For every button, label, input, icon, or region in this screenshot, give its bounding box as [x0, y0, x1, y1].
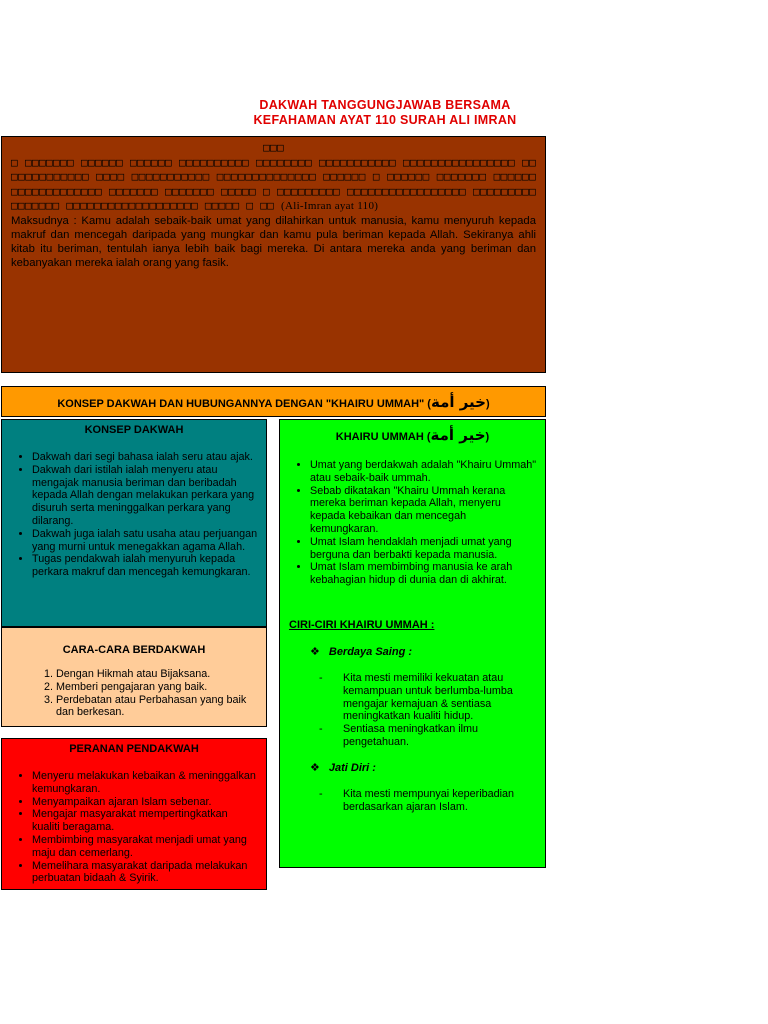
khairu-heading — [288, 426, 537, 444]
khairu-heading-text: KHAIRU UMMAH ( — [335, 431, 431, 443]
list-item: • Membimbing masyarakat menjadi umat yang maju dan cemerlang. — [32, 834, 258, 860]
concept-header-close: ) — [485, 398, 490, 410]
verse-arabic-text — [11, 156, 536, 214]
verse-box — [1, 136, 546, 373]
list-item: • Menyampaikan ajaran Islam sebenar. — [32, 796, 258, 809]
list-item: • Sebab dikatakan "Khairu Ummah kerana mereka beriman kepada Allah, menyeru kepada kebaikan dan mencegah kemungkaran. — [310, 485, 537, 536]
konsep-heading: KONSEP DAKWAH — [84, 424, 184, 436]
ciri-ciri-title: CIRI-CIRI KHAIRU UMMAH : — [289, 618, 435, 631]
berdaya-saing-heading — [310, 645, 537, 658]
konsep-list — [10, 451, 258, 579]
list-item: • Umat yang berdakwah adalah "Khairu Ummah" atau sebaik-baik ummah. — [310, 459, 537, 485]
khairu-heading-close: ) — [485, 431, 490, 443]
list-item: 1. Dengan Hikmah atau Bijaksana. — [56, 668, 258, 681]
concept-header-text: KONSEP DAKWAH DAN HUBUNGANNYA DENGAN "KHAIRU UMMAH" ( — [57, 398, 431, 410]
list-item: • Menyeru melakukan kebaikan & meninggalkan kemungkaran. — [32, 770, 258, 796]
list-item: • Mengajar masyarakat mempertingkatkan kualiti beragama. — [32, 808, 258, 834]
list-item: • Umat Islam membimbing manusia ke arah kebahagian hidup di dunia dan di akhirat. — [310, 561, 537, 587]
list-item: - Kita mesti mempunyai keperibadian berdasarkan ajaran Islam. — [319, 788, 537, 814]
verse-reference: (Ali-Imran ayat 110) — [281, 200, 379, 212]
diamond-bullet-icon: ❖ — [310, 645, 320, 658]
konsep-dakwah-box — [1, 419, 267, 627]
verse-meaning: Maksudnya : Kamu adalah sebaik-baik umat yang dilahirkan untuk manusia, kamu menyuruh kepada makruf dan mencegah daripada yang mungkar dan kamu pula beriman kepada Allah. Sekiranya ahli kitab itu beriman, tentulah ianya lebih baik bagi mereka. Di antara mereka anda yang beriman dan kebanyakan mereka ialah orang yang fasik. — [11, 214, 536, 269]
diamond-bullet-icon: ❖ — [310, 761, 320, 774]
list-item: - Kita mesti memiliki kekuatan atau kemampuan untuk berlumba-lumba mengajar kemajuan & sentiasa meningkatkan kualiti hidup. — [319, 672, 537, 723]
list-item: • Dakwah juga ialah satu usaha atau perjuangan yang murni untuk menegakkan agama Allah. — [32, 528, 258, 554]
list-item: 2. Memberi pengajaran yang baik. — [56, 681, 258, 694]
berdaya-saing-list — [319, 672, 537, 749]
document-title — [200, 98, 570, 128]
title-line-2: KEFAHAMAN AYAT 110 SURAH ALI IMRAN — [253, 113, 517, 127]
verse-heading: □□□ — [263, 141, 284, 154]
peranan-pendakwah-box — [1, 738, 267, 890]
list-item: 3. Perdebatan atau Perbahasan yang baik dan berkesan. — [56, 694, 258, 720]
list-item: • Dakwah dari segi bahasa ialah seru atau ajak. — [32, 451, 258, 464]
khairu-ummah-box — [279, 419, 546, 868]
jati-diri-heading — [310, 761, 537, 774]
title-line-1: DAKWAH TANGGUNGJAWAB BERSAMA — [259, 98, 511, 112]
concept-header — [1, 386, 546, 417]
verse-glyphs: □ □□□□□□□ □□□□□□ □□□□□□ □□□□□□□□□□ □□□□□□□□ □□□□□□□□□□□ □□□□□□□□□□□□□□□□ □□□□□□□□□□□□□ □□□□ □□□□□□□□□□□ □□□□□□□□□□□□□□ □□□□□□ □ □□□□□□ □□□□□□□ □□□□□□ □□□□□□□□□□□□□ □□□□□□□ □□□□□□□ □□□□□ □ □□□□□□□□□ □□□□□□□□□□□□□□□□□ □□□□□□□□□□□□□□□□ □□□□□□□□□□□□□□□□□□□ □□□□□ □ □□ — [11, 155, 536, 212]
jati-diri-list — [319, 788, 537, 814]
jati-diri-label: Jati Diri : — [328, 761, 376, 774]
khairu-list — [288, 459, 537, 587]
cara-heading: CARA-CARA BERDAKWAH — [62, 644, 206, 656]
berdaya-saing-label: Berdaya Saing : — [328, 645, 413, 658]
cara-list — [10, 668, 258, 719]
list-item: • Tugas pendakwah ialah menyuruh kepada perkara makruf dan mencegah kemungkaran. — [32, 553, 258, 579]
khairu-heading-arabic: خير أمة — [430, 426, 486, 444]
concept-header-arabic: خير أمة — [430, 393, 486, 411]
cara-berdakwah-box — [1, 627, 267, 727]
peranan-list — [10, 770, 258, 885]
peranan-heading: PERANAN PENDAKWAH — [69, 743, 199, 755]
list-item: • Dakwah dari istilah ialah menyeru atau mengajak manusia beriman dan beribadah kepada Allah dengan melakukan perkara yang disuruh serta meninggalkan perkara yang dilarang. — [32, 464, 258, 528]
list-item: - Sentiasa meningkatkan ilmu pengetahuan. — [319, 723, 537, 749]
list-item: • Memelihara masyarakat daripada melakukan perbuatan bidaah & Syirik. — [32, 860, 258, 886]
list-item: • Umat Islam hendaklah menjadi umat yang berguna dan berbakti kepada manusia. — [310, 536, 537, 562]
